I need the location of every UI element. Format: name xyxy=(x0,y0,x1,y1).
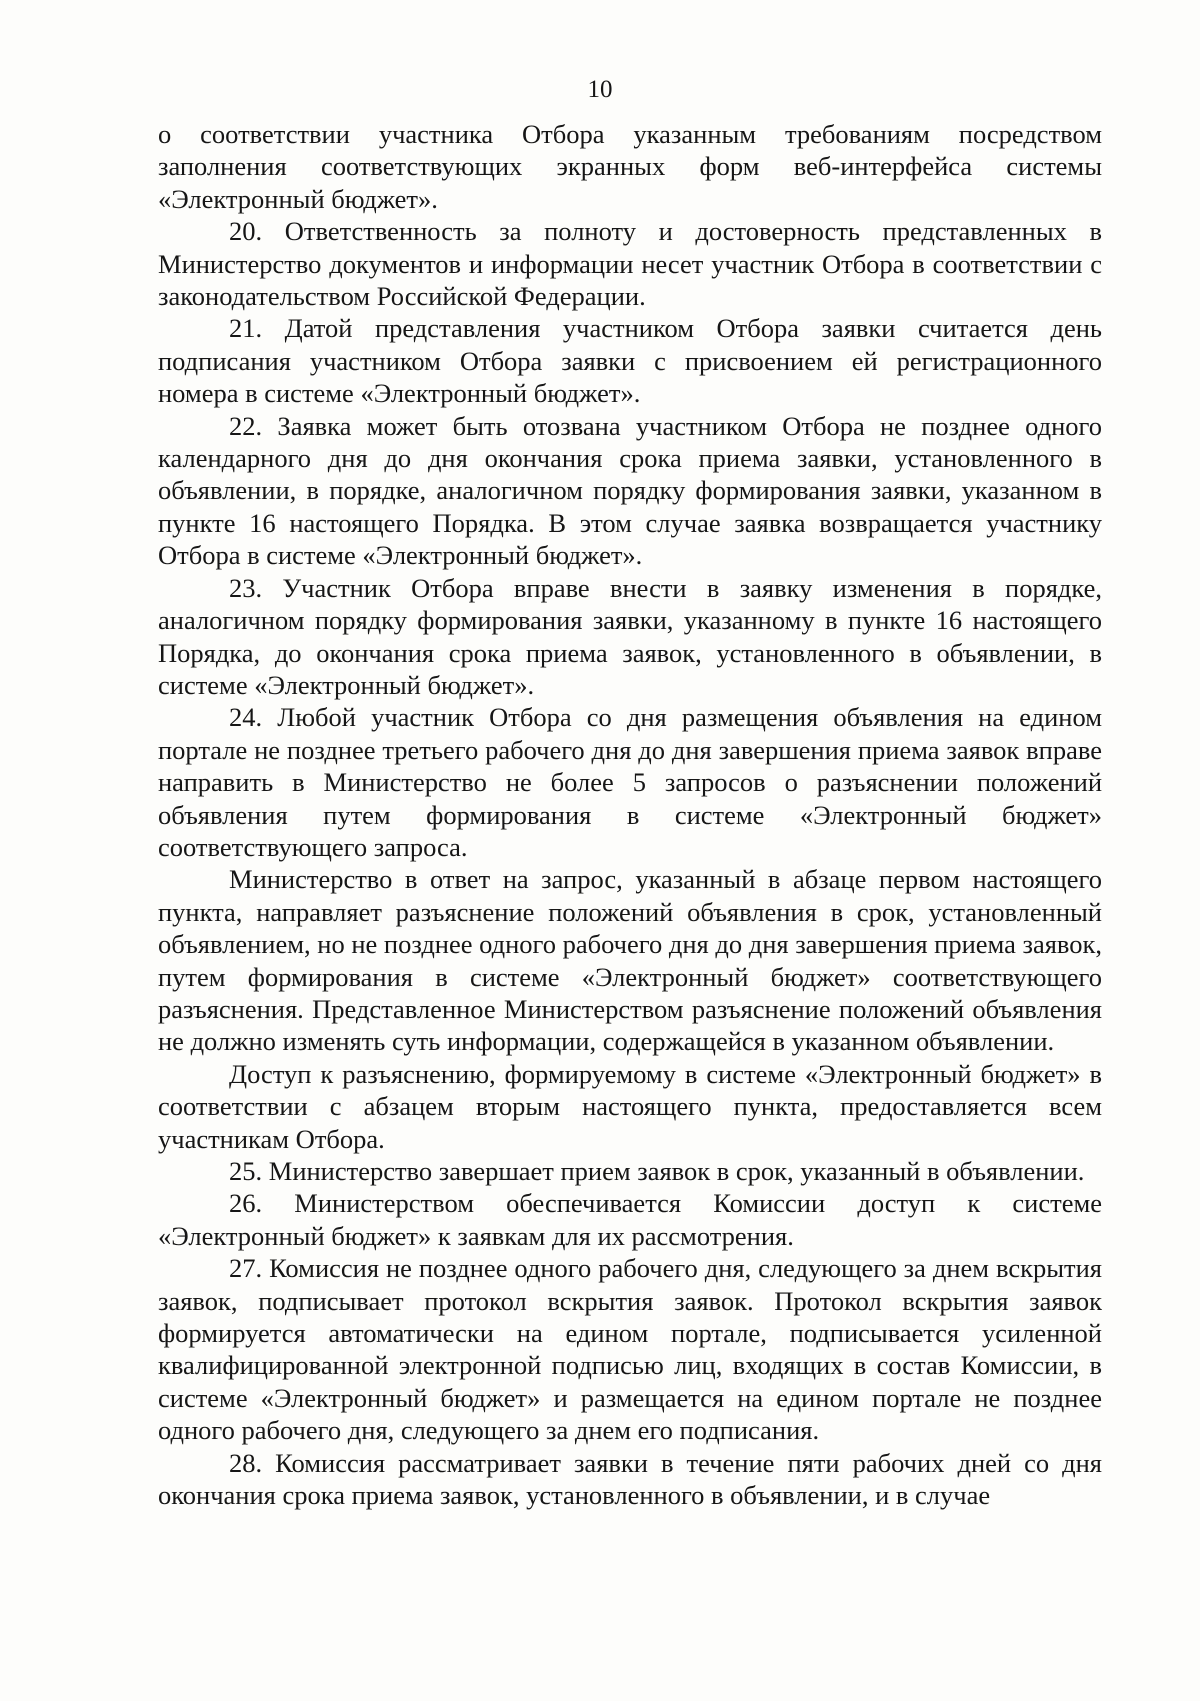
paragraph-item-21: 21. Датой представления участником Отбора заявки считается день подписания участником Отбора заявки с присвоением ей регистрационного номера в системе «Электронный бюджет». xyxy=(158,313,1102,409)
paragraph-item-22: 22. Заявка может быть отозвана участником Отбора не позднее одного календарного дня до дня окончания срока приема заявки, установленного в объявлении, в порядке, аналогичном порядку формирования заявки, указанном в пункте 16 настоящего Порядка. В этом случае заявка возвращается участнику Отбора в системе «Электронный бюджет». xyxy=(158,410,1102,571)
paragraph-item-26: 26. Министерством обеспечивается Комиссии доступ к системе «Электронный бюджет» к заявкам для их рассмотрения. xyxy=(158,1188,1102,1251)
paragraph-continuation: о соответствии участника Отбора указанным требованиям посредством заполнения соответствующих экранных форм веб-интерфейса системы «Электронный бюджет». xyxy=(158,119,1102,214)
paragraph-item-20: 20. Ответственность за полноту и достоверность представленных в Министерство документов и информации несет участник Отбора в соответствии с законодательством Российской Федерации. xyxy=(158,216,1102,312)
paragraph-item-24: 24. Любой участник Отбора со дня размещения объявления на едином портале не позднее третьего рабочего дня до дня завершения приема заявок вправе направить в Министерство не более 5 запросов о разъяснении положений объявления путем формирования в системе «Электронный бюджет» соответствующего запроса. xyxy=(158,702,1102,862)
page-number: 10 xyxy=(587,76,613,103)
paragraph-item-27: 27. Комиссия не позднее одного рабочего дня, следующего за днем вскрытия заявок, подписывает протокол вскрытия заявок. Протокол вскрытия заявок формируется автоматически на едином портале, подписывается усиленной квалифицированной электронной подписью лиц, входящих в состав Комиссии, в системе «Электронный бюджет» и размещается на едином портале не позднее одного рабочего дня, следующего за днем его подписания. xyxy=(158,1253,1102,1446)
paragraph-item-25: 25. Министерство завершает прием заявок в срок, указанный в объявлении. xyxy=(229,1156,1085,1186)
paragraph-item-24-clarification: Министерство в ответ на запрос, указанный в абзаце первом настоящего пункта, направляет разъяснение положений объявления в срок, установленный объявлением, но не позднее одного рабочего дня до дня завершения приема заявок, путем формирования в системе «Электронный бюджет» соответствующего разъяснения. Представленное Министерством разъяснение положений объявления не должно изменять суть информации, содержащейся в указанном объявлении. xyxy=(158,864,1102,1057)
document-body xyxy=(158,118,1102,1511)
paragraph-item-28: 28. Комиссия рассматривает заявки в течение пяти рабочих дней со дня окончания срока приема заявок, установленного в объявлении, и в случае xyxy=(158,1447,1102,1511)
paragraph-item-23: 23. Участник Отбора вправе внести в заявку изменения в порядке, аналогичном порядку формирования заявки, указанному в пункте 16 настоящего Порядка, до окончания срока приема заявок, установленного в объявлении, в системе «Электронный бюджет». xyxy=(158,572,1102,700)
paragraph-item-24-access: Доступ к разъяснению, формируемому в системе «Электронный бюджет» в соответствии с абзацем вторым настоящего пункта, предоставляется всем участникам Отбора. xyxy=(158,1058,1102,1154)
